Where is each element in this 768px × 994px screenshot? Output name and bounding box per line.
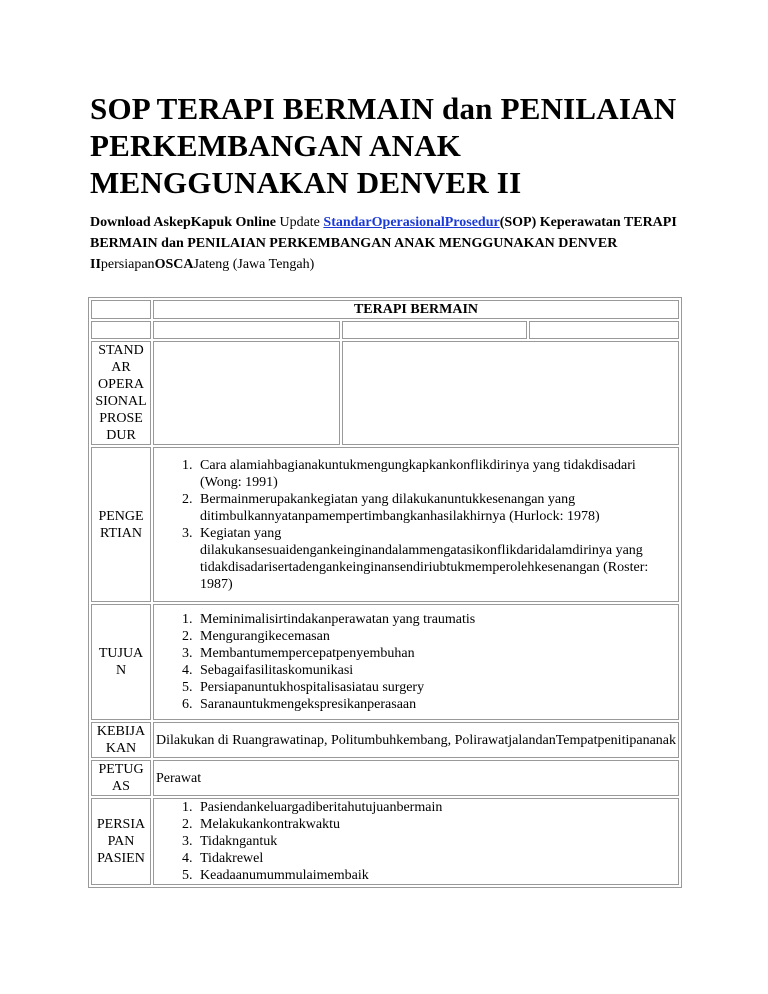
list-item: 3. Tidakngantuk — [196, 833, 676, 850]
pengertian-content — [153, 447, 679, 602]
list-item: 5. Keadaanumummulaimembaik — [196, 867, 676, 884]
pengertian-label: PENGE RTIAN — [91, 447, 151, 602]
list-item: 2. Melakukankontrakwaktu — [196, 816, 676, 833]
petugas-text: Perawat — [153, 760, 679, 796]
list-item: 4. Tidakrewel — [196, 850, 676, 867]
list-item: 1. Pasiendankeluargadiberitahutujuanbermain — [196, 799, 676, 816]
list-item: 5. Persiapanuntukhospitalisasiatau surgery — [196, 679, 676, 696]
blank-cell — [153, 321, 340, 339]
intro-region: Jateng (Jawa Tengah) — [193, 257, 315, 272]
list-item: 3. Kegiatan yang dilakukansesuaidengankeinginandalammengatasikonflikdaridalamdirinya yang tidakdisadarisertadengankeinginansendiriubtukmemperolehkesenangan (Roster: 1987) — [196, 525, 676, 593]
list-item: 1. Cara alamiahbagianakuntukmengungkapkankonflikdirinya yang tidakdisadari (Wong: 1991) — [196, 457, 676, 491]
tujuan-content — [153, 604, 679, 720]
list-item: 2. Mengurangikecemasan — [196, 628, 676, 645]
kebijakan-text: Dilakukan di Ruangrawatinap, Politumbuhkembang, PolirawatjalandanTempatpenitipananak — [153, 722, 679, 758]
sop-link[interactable]: StandarOperasionalProsedur — [323, 215, 500, 230]
persiapan-content — [153, 798, 679, 885]
tujuan-list — [156, 611, 676, 713]
list-item: 3. Membantumempercepatpenyembuhan — [196, 645, 676, 662]
corner-cell — [91, 300, 151, 319]
title-line-3: MENGGUNAKAN DENVER II — [90, 165, 522, 200]
intro-osca: OSCA — [154, 257, 194, 272]
list-item: 6. Saranauntukmengekspresikanperasaan — [196, 696, 676, 713]
intro-source: Download AskepKapuk Online — [90, 215, 276, 230]
document-page — [90, 90, 680, 275]
pengertian-list — [156, 457, 676, 593]
blank-cell — [342, 321, 527, 339]
page-title — [90, 90, 680, 201]
kebijakan-label: KEBIJA KAN — [91, 722, 151, 758]
list-item: 1. Meminimalisirtindakanperawatan yang traumatis — [196, 611, 676, 628]
intro-persiapan: persiapan — [100, 257, 155, 272]
blank-cell — [342, 341, 679, 445]
stand-label: STAND AR OPERA SIONAL PROSE DUR — [91, 341, 151, 445]
blank-cell — [91, 321, 151, 339]
intro-update: Update — [275, 215, 324, 230]
persiapan-list — [156, 799, 676, 884]
list-item: 2. Bermainmerupakankegiatan yang dilakukanuntukkesenangan yang ditimbulkannyatanpamempertimbangkanhasilakhirnya (Hurlock: 1978) — [196, 491, 676, 525]
list-item: 4. Sebagaifasilitaskomunikasi — [196, 662, 676, 679]
title-line-2: PERKEMBANGAN ANAK — [90, 128, 462, 163]
intro-subject: (SOP) Keperawatan TERAPI BERMAIN dan PENILAIAN PERKEMBANGAN ANAK MENGGUNAKAN DENVER II — [90, 215, 677, 272]
persiapan-label: PERSIA PAN PASIEN — [91, 798, 151, 885]
title-line-1: SOP TERAPI BERMAIN dan PENILAIAN — [90, 91, 677, 126]
intro-paragraph — [90, 212, 680, 275]
petugas-label: PETUG AS — [91, 760, 151, 796]
table-header: TERAPI BERMAIN — [153, 300, 679, 319]
tujuan-label: TUJUA N — [91, 604, 151, 720]
sop-table — [88, 297, 682, 888]
blank-cell — [529, 321, 679, 339]
blank-cell — [153, 341, 340, 445]
